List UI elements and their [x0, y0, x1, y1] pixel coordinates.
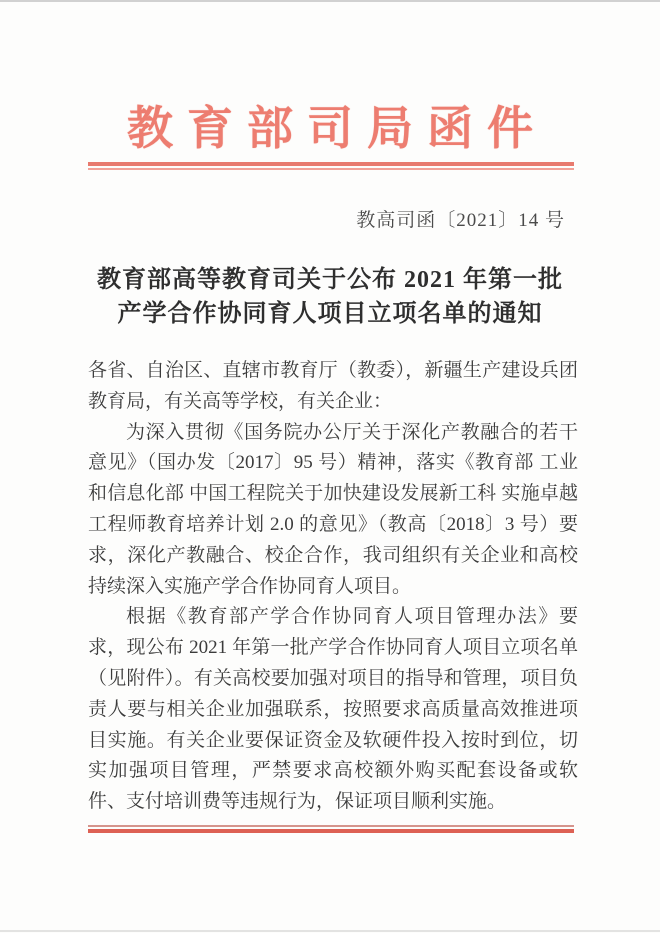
letterhead-rule	[88, 162, 574, 170]
body-paragraph-2: 根据《教育部产学合作协同育人项目管理办法》要求，现公布 2021 年第一批产学合作协同育人项目立项名单（见附件）。有关高校要加强对项目的指导和管理，项目负责人要与相关企业加强联系，按照要求高质量高效推进项目实施。有关企业要保证资金及软硬件投入按时到位，切实加强项目管理，严禁要求高校额外购买配套设备或软件、支付培训费等违规行为，保证项目顺利实施。	[88, 606, 578, 813]
salutation-paragraph: 各省、自治区、直辖市教育厅（教委），新疆生产建设兵团教育局，有关高等学校，有关企业：	[88, 360, 578, 412]
scan-edge-top	[0, 0, 660, 2]
document-title-line1: 教育部高等教育司关于公布 2021 年第一批	[97, 267, 563, 293]
footer-rule-thick	[88, 829, 574, 833]
scan-edge-bottom	[0, 930, 660, 932]
document-title-line2: 产学合作协同育人项目立项名单的通知	[117, 301, 543, 327]
body-paragraph-1: 为深入贯彻《国务院办公厅关于深化产教融合的若干意见》（国办发〔2017〕95 号）精神，落实《教育部 工业和信息化部 中国工程院关于加快建设发展新工科 实施卓越工程师教育培养计划 2.0 的意见》（教高〔2018〕3 号）要求，深化产教融合、校企合作，我司组织有关企业和高校持续深入实施产学合作协同育人项目。	[88, 421, 578, 597]
letterhead-title: 教育部司局函件	[127, 103, 547, 154]
letterhead-rule-thin	[88, 168, 574, 170]
document-number: 教高司函〔2021〕14 号	[356, 210, 565, 231]
document-body	[88, 356, 578, 818]
document-title	[40, 263, 620, 331]
footer-rule	[88, 825, 574, 833]
